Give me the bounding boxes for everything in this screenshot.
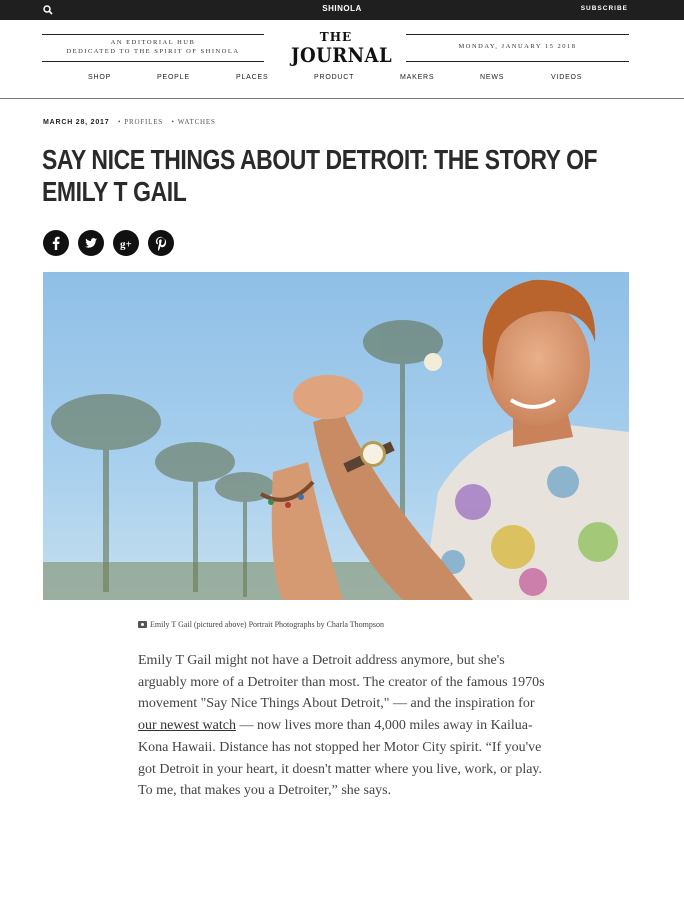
camera-icon <box>138 621 147 628</box>
article-meta: MARCH 28, 2017 • PROFILES • WATCHES <box>43 118 216 126</box>
twitter-icon[interactable] <box>78 230 104 256</box>
shinola-logo[interactable]: SHINOLA <box>322 4 362 13</box>
masthead <box>42 20 629 72</box>
current-date: MONDAY, JANUARY 15 2018 <box>406 34 629 62</box>
google-plus-icon[interactable] <box>113 230 139 256</box>
tag-profiles[interactable]: PROFILES <box>124 118 163 126</box>
body-text-after-link: — now lives more than 4,000 miles away in Kailua-Kona Hawaii. Distance has not stopped her Motor City spirit. “If you've got Detroit in your heart, it doesn't matter where you live, work, or play. To me, that makes you a Detroiter,” she says. <box>138 718 543 799</box>
caption-text: Emily T Gail (pictured above) Portrait Photographs by Charla Thompson <box>150 620 384 629</box>
journal-logo[interactable] <box>286 28 393 67</box>
top-bar <box>0 0 684 20</box>
nav-item-videos[interactable]: VIDEOS <box>551 74 583 81</box>
hero-photo-illustration <box>43 272 629 600</box>
nav-item-places[interactable]: PLACES <box>236 74 269 81</box>
nav-item-news[interactable]: NEWS <box>480 74 505 81</box>
article-body <box>138 650 548 802</box>
logo-the: THE <box>319 30 353 44</box>
pinterest-icon[interactable] <box>148 230 174 256</box>
subscribe-link[interactable]: SUBSCRIBE <box>580 5 628 12</box>
svg-text:g+: g+ <box>120 238 132 251</box>
nav-item-makers[interactable]: MAKERS <box>400 74 435 81</box>
editorial-hub-tagline <box>42 34 264 62</box>
hero-photo <box>43 272 629 600</box>
article-title: SAY NICE THINGS ABOUT DETROIT: THE STORY OF EMILY T GAIL <box>42 144 598 207</box>
main-nav <box>42 74 629 86</box>
nav-item-product[interactable]: PRODUCT <box>314 74 355 81</box>
hub-line-2: DEDICATED TO THE SPIRIT OF SHINOLA <box>66 48 240 55</box>
nav-item-people[interactable]: PEOPLE <box>157 74 190 81</box>
hub-line-1: AN EDITORIAL HUB <box>110 39 196 46</box>
body-text-before-link: Emily T Gail might not have a Detroit address anymore, but she's arguably more of a Detroiter than most. The creator of the famous 1970s movement "Say Nice Things About Detroit," — and the inspiration for <box>138 653 545 712</box>
tag-watches[interactable]: WATCHES <box>177 118 216 126</box>
photo-caption <box>138 620 384 629</box>
nav-item-shop[interactable]: SHOP <box>88 74 112 81</box>
header-divider <box>0 98 684 99</box>
facebook-icon[interactable] <box>43 230 69 256</box>
article-date: MARCH 28, 2017 <box>43 119 110 126</box>
newest-watch-link[interactable]: our newest watch <box>138 718 236 734</box>
logo-journal: JOURNAL <box>291 43 393 67</box>
